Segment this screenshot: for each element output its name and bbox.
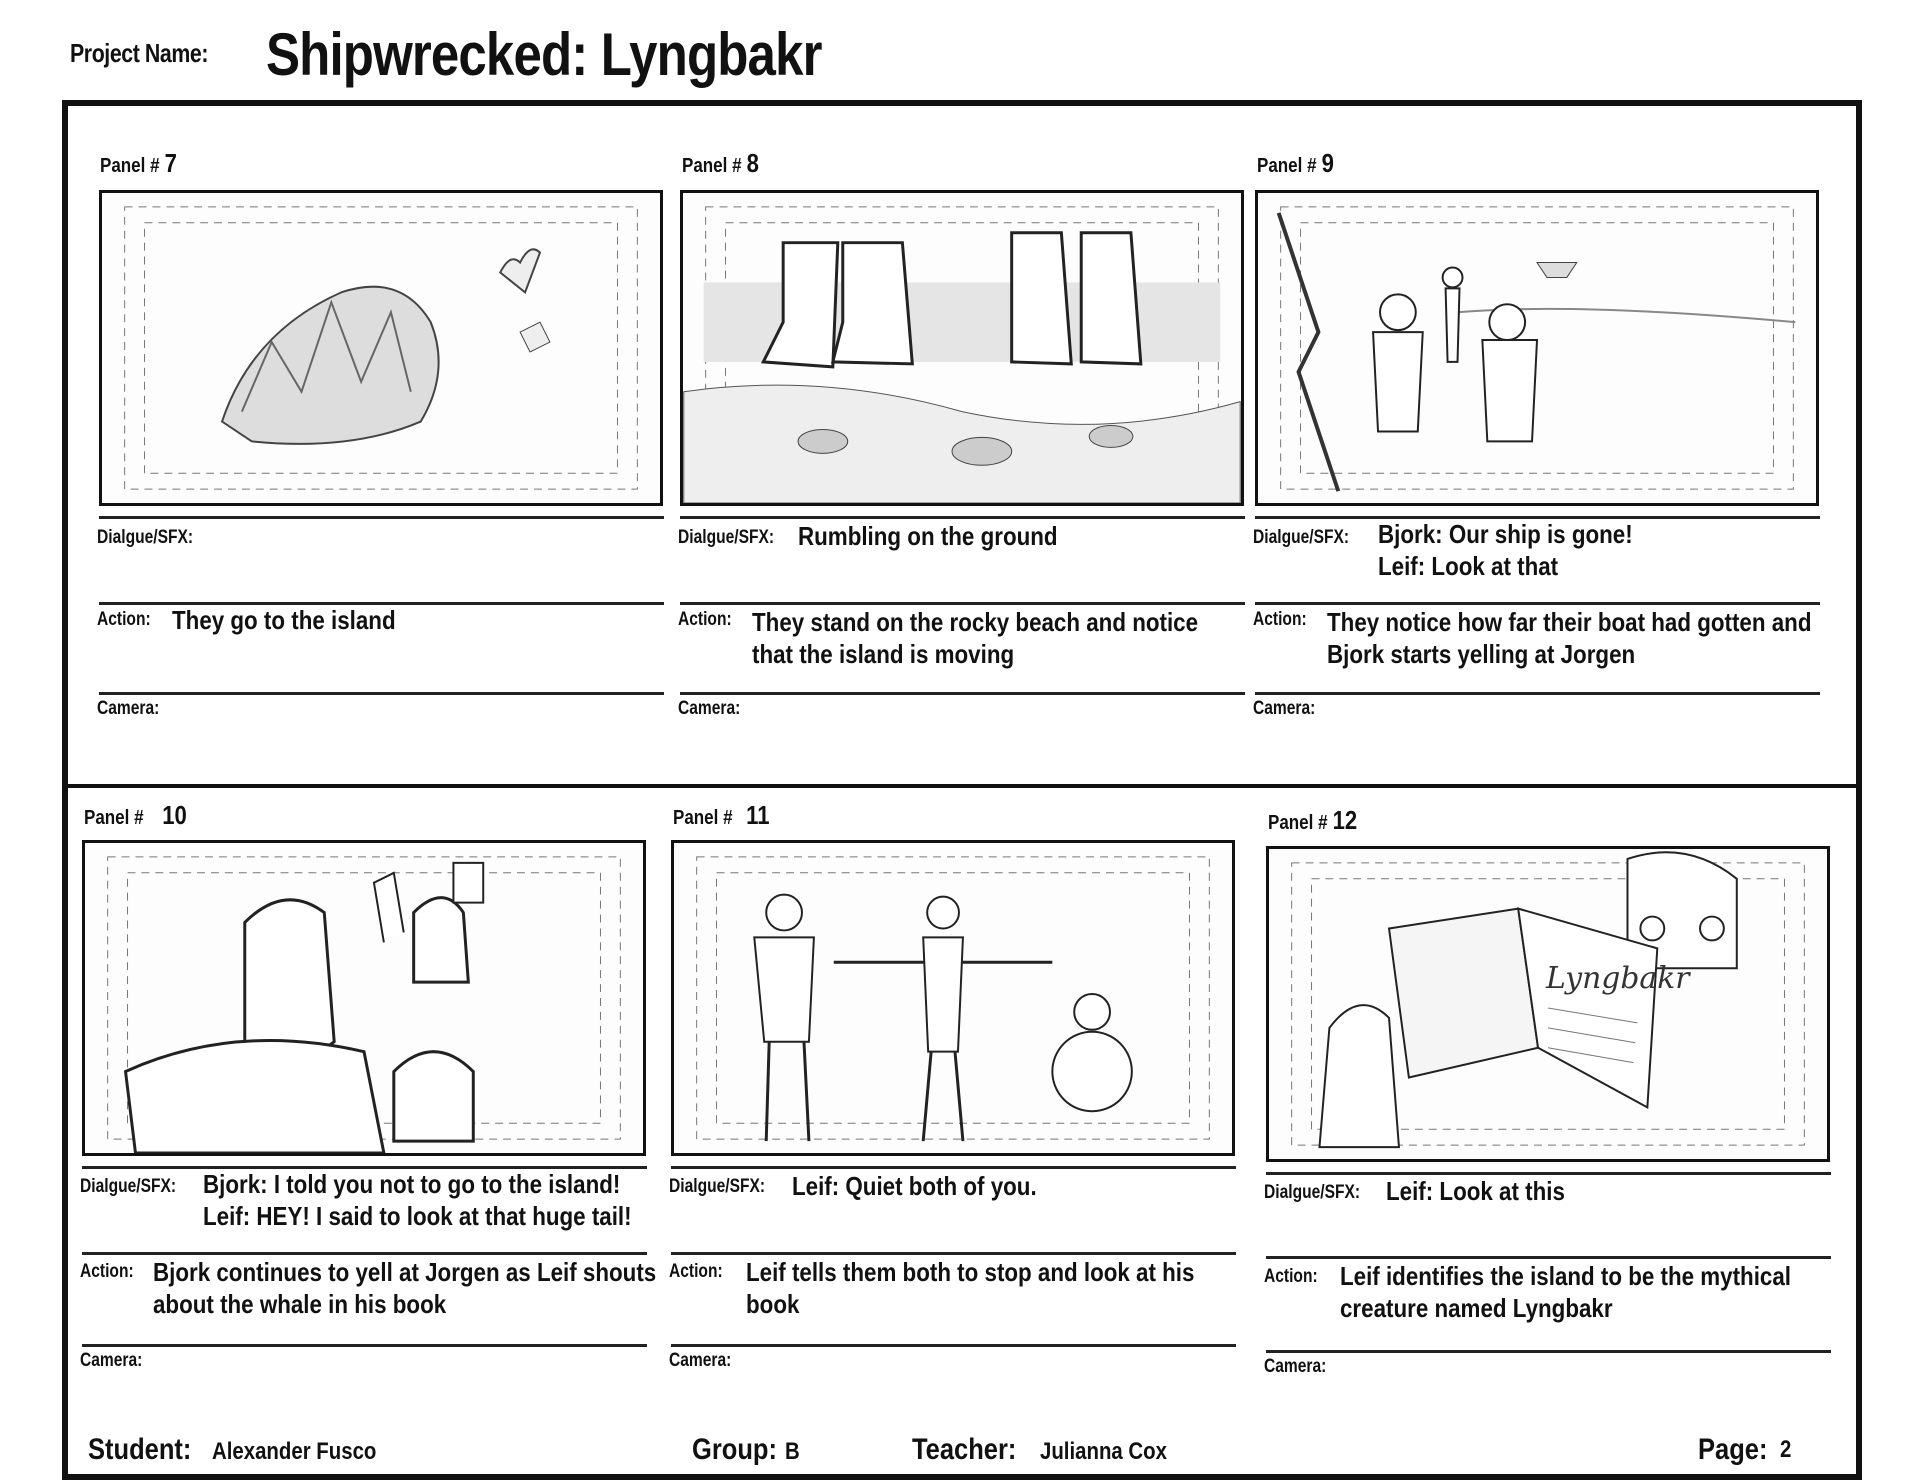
rule-action-8 (680, 602, 1245, 605)
page-label: Page: (1698, 1433, 1768, 1466)
dialogue-label-10: Dialgue/SFX: (80, 1176, 177, 1197)
action-text-10: Bjork continues to yell at Jorgen as Leif shouts about the whale in his book (153, 1257, 657, 1319)
dialogue-label-7: Dialgue/SFX: (97, 527, 194, 548)
island-sketch (102, 193, 660, 503)
group-label: Group: (692, 1433, 777, 1466)
rule-action-11 (671, 1252, 1236, 1255)
rule-action-10 (82, 1252, 647, 1255)
argument-sketch (85, 843, 643, 1153)
camera-label-11: Camera: (669, 1350, 732, 1371)
rule-camera-10 (82, 1344, 647, 1347)
rule-camera-7 (99, 692, 664, 695)
teacher-name: Julianna Cox (1040, 1438, 1167, 1465)
dialogue-text-11: Leif: Quiet both of you. (792, 1171, 1037, 1201)
characters-shore-sketch (1258, 193, 1816, 503)
rule-action-12 (1266, 1256, 1831, 1259)
camera-label-10: Camera: (80, 1350, 143, 1371)
panel-frame-10 (82, 840, 646, 1156)
panel-frame-9 (1255, 190, 1819, 506)
dialogue-label-11: Dialgue/SFX: (669, 1176, 766, 1197)
panel-label-9: Panel # 9 (1257, 148, 1334, 178)
panel-frame-7 (99, 190, 663, 506)
panel-frame-12 (1266, 846, 1830, 1162)
rule-action-9 (1255, 602, 1820, 605)
action-text-11: Leif tells them both to stop and look at his book (746, 1257, 1195, 1319)
dialogue-text-10: Bjork: I told you not to go to the island! Leif: HEY! I said to look at that huge tail! (203, 1169, 632, 1231)
camera-label-12: Camera: (1264, 1356, 1327, 1377)
rule-camera-8 (680, 692, 1245, 695)
student-label: Student: (88, 1433, 192, 1466)
dialogue-label-12: Dialgue/SFX: (1264, 1182, 1361, 1203)
dialogue-label-8: Dialgue/SFX: (678, 527, 775, 548)
dialogue-text-9: Bjork: Our ship is gone! Leif: Look at that (1378, 519, 1633, 581)
panel-label-10: Panel # 10 (84, 800, 187, 830)
panel-label-12: Panel # 12 (1268, 805, 1358, 835)
action-text-12: Leif identifies the island to be the mythical creature named Lyngbakr (1340, 1261, 1792, 1323)
three-characters-sketch (674, 843, 1232, 1153)
camera-label-8: Camera: (678, 698, 741, 719)
panel-frame-11 (671, 840, 1235, 1156)
rule-camera-11 (671, 1344, 1236, 1347)
project-title: Shipwrecked: Lyngbakr (266, 21, 822, 88)
book-reading-sketch (1269, 849, 1827, 1159)
action-label-8: Action: (678, 609, 732, 630)
panel-label-11: Panel # 11 (673, 800, 770, 830)
camera-label-9: Camera: (1253, 698, 1316, 719)
student-name: Alexander Fusco (212, 1438, 377, 1465)
beach-boots-sketch (683, 193, 1241, 503)
action-text-9: They notice how far their boat had gotten and Bjork starts yelling at Jorgen (1327, 607, 1812, 669)
dialogue-text-8: Rumbling on the ground (798, 521, 1058, 551)
row-divider (62, 784, 1862, 788)
group-value: B (785, 1438, 800, 1465)
rule-dialogue-11 (671, 1166, 1236, 1169)
rule-dialogue-8 (680, 516, 1245, 519)
page-number: 2 (1780, 1436, 1792, 1463)
action-text-8: They stand on the rocky beach and notice that the island is moving (752, 607, 1199, 669)
action-label-12: Action: (1264, 1266, 1318, 1287)
rule-camera-12 (1266, 1350, 1831, 1353)
action-label-7: Action: (97, 609, 151, 630)
action-label-10: Action: (80, 1261, 134, 1282)
rule-camera-9 (1255, 692, 1820, 695)
dialogue-text-12: Leif: Look at this (1386, 1176, 1565, 1206)
camera-label-7: Camera: (97, 698, 160, 719)
action-label-11: Action: (669, 1261, 723, 1282)
action-label-9: Action: (1253, 609, 1307, 630)
action-text-7: They go to the island (172, 605, 396, 635)
teacher-label: Teacher: (912, 1433, 1017, 1466)
panel-label-8: Panel # 8 (682, 148, 759, 178)
project-name-label: Project Name: (70, 38, 209, 68)
panel-label-7: Panel # 7 (100, 148, 177, 178)
book-title-text: Lyngbakr (1546, 961, 1690, 997)
rule-dialogue-7 (99, 516, 664, 519)
dialogue-label-9: Dialgue/SFX: (1253, 527, 1350, 548)
panel-frame-8 (680, 190, 1244, 506)
